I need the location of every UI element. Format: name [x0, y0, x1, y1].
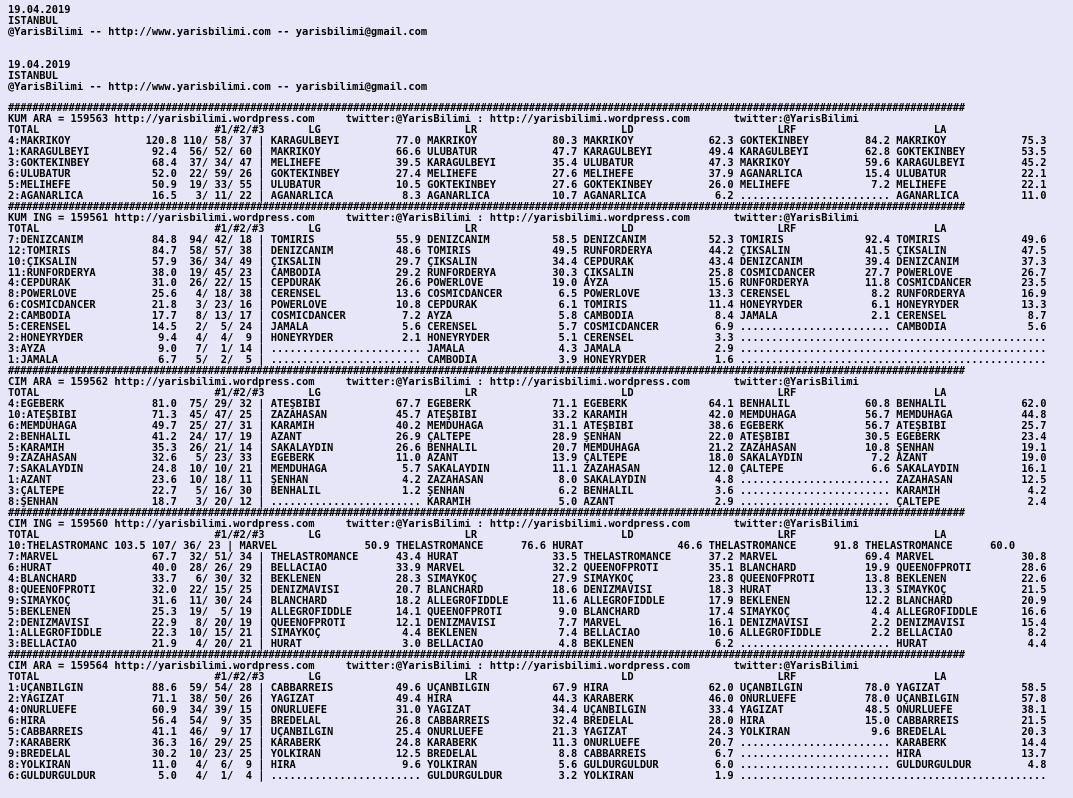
table-row: 7:SAKALAYDIN 24.8 10/ 10/ 21 | MEMDUHAĞA 5.7 SAKALAYDIN 11.1 ZAZAHASAN 12.0 ÇALTEPE 6.6 SAKALAYDIN 16.1	[8, 464, 1047, 476]
table-row: 11:RUNFORDERYA 38.0 19/ 45/ 23 | CAMBODIA 29.2 RUNFORDERYA 30.3 ÇIKSALIN 25.8 COSMICDANCER 27.7 POWERLOVE 26.7	[8, 267, 1047, 279]
table-row: 2:HONEYRYDER 9.4 4/ 4/ 9 | HONEYRYDER 2.1 HONEYRYDER 5.1 CERENSEL 3.3 .................................................	[8, 333, 1047, 345]
table-row: 3:BELLACIAO 21.9 4/ 20/ 21 | HURAT 3.0 BELLACIAO 4.8 BEKLENEN 6.2 ........................ HURAT 4.4	[8, 639, 1047, 651]
separator-line: ##############################################################################################################################################################	[8, 103, 965, 115]
table-row: 7:DENİZCANIM 84.8 94/ 42/ 18 | TOMİRİS 55.9 DENİZCANIM 58.5 DENİZCANIM 52.3 TOMİRİS 92.4 TOMİRİS 49.6	[8, 234, 1047, 246]
separator-line: ##############################################################################################################################################################	[8, 508, 965, 520]
table-row: 6:GÜLDÜRGÜLDÜR 5.0 4/ 1/ 4 | ........................ GÜLDÜRGÜLDÜR 3.2 YOLKIRAN 1.9 .................................................	[8, 770, 1047, 782]
table-row: 8:POWERLOVE 25.6 4/ 18/ 38 | CERENSEL 13.6 COSMICDANCER 6.5 POWERLOVE 13.3 CERENSEL 8.2 RUNFORDERYA 16.9	[8, 289, 1047, 301]
column-header: TOTAL #1/#2/#3 LG LR LD LRF LA	[8, 672, 947, 684]
table-row: 5:BEKLENEN 25.3 19/ 5/ 19 | ALLEGROFIDDLE 14.1 QUEENOFPROTI 9.0 BLANCHARD 17.4 SİMAYKOÇ 4.4 ALLEGROFIDDLE 16.6	[8, 606, 1047, 618]
separator-line: ##############################################################################################################################################################	[8, 365, 965, 377]
table-row: 5:CABBARREİS 41.1 46/ 9/ 17 | UÇANBİLGİN 25.4 ONURLUEFE 21.3 YAĞIZAT 24.3 YOLKIRAN 9.6 BREDELAL 20.3	[8, 726, 1047, 738]
table-row: 5:KARAMIH 35.3 26/ 21/ 14 | SAKALAYDIN 26.6 BENHALİL 20.7 MEMDUHAĞA 21.2 ZAZAHASAN 10.8 ŞENHAN 19.1	[8, 442, 1047, 454]
race-title: KUM ARA = 159563 http://yarisbilimi.wordpress.com twitter:@YarisBilimi : http://yarisbilimi.wordpress.com twitter:@YarisBilimi	[8, 114, 859, 126]
column-header: TOTAL #1/#2/#3 LG LR LD LRF LA	[8, 530, 947, 541]
table-row: 1:UÇANBİLGİN 88.6 59/ 54/ 28 | CABBARREİS 49.6 UÇANBİLGİN 67.9 HIRA 62.0 UÇANBİLGİN 78.0 YAĞIZAT 58.5	[8, 683, 1047, 695]
spacer	[8, 49, 1073, 60]
separator-line: ##############################################################################################################################################################	[8, 201, 965, 213]
table-row: 1:KARAGÜLBEYİ 92.4 56/ 52/ 60 | MAKRIKÖY 66.6 ULUBATUR 47.7 KARAGÜLBEYİ 49.4 KARAGÜLBEYİ 62.8 GÖKTEKİNBEY 53.5	[8, 147, 1047, 159]
table-row: 9:SİMAYKOÇ 31.6 11/ 30/ 24 | BLANCHARD 18.2 ALLEGROFIDDLE 11.6 ALLEGROFIDDLE 17.9 BEKLENEN 12.2 BLANCHARD 20.9	[8, 595, 1047, 607]
report-city: ISTANBUL	[8, 70, 59, 82]
table-row: 9:BREDELAL 30.2 10/ 23/ 25 | YOLKIRAN 12.5 BREDELAL 8.8 CABBARREİS 6.7 ........................ HIRA 13.7	[8, 748, 1047, 760]
table-row: 12:TOMİRİS 84.7 58/ 57/ 38 | DENİZCANIM 48.6 TOMİRİS 49.5 RUNFORDERYA 44.2 ÇIKSALIN 41.5 ÇIKSALIN 47.5	[8, 245, 1047, 257]
race-block	[8, 650, 1073, 781]
table-row: 8:ŞENHAN 18.7 3/ 20/ 12 | ........................ KARAMIH 5.0 AZANT 2.9 ........................ ÇALTEPE 2.4	[8, 497, 1047, 509]
report-date: 19.04.2019	[8, 5, 71, 16]
table-row: 1:AZANT 23.6 10/ 18/ 11 | ŞENHAN 4.2 ZAZAHASAN 8.0 SAKALAYDIN 4.8 ........................ ZAZAHASAN 12.5	[8, 475, 1047, 487]
table-row: 9:ZAZAHASAN 32.6 5/ 23/ 33 | EGEBERK 11.0 AZANT 13.9 ÇALTEPE 18.0 SAKALAYDIN 7.2 AZANT 19.0	[8, 453, 1047, 465]
report-date: 19.04.2019	[8, 59, 71, 71]
table-row: 3:GÖKTEKİNBEY 68.4 37/ 34/ 47 | MELİHEFE 39.5 KARAGÜLBEYİ 35.4 ULUBATUR 47.3 MAKRIKÖY 59.6 KARAGÜLBEYİ 45.2	[8, 158, 1047, 170]
race-title: KUM ING = 159561 http://yarisbilimi.wordpress.com twitter:@YarisBilimi : http://yarisbilimi.wordpress.com twitter:@YarisBilimi	[8, 212, 859, 224]
contact-line: @YarisBilimi -- http://www.yarisbilimi.com -- yarisbilimi@gmail.com	[8, 26, 428, 38]
table-row: 8:QUEENOFPROTI 32.0 22/ 15/ 25 | DENİZMAVİSİ 20.7 BLANCHARD 18.6 DENİZMAVİSİ 18.3 HURAT 13.3 SİMAYKOÇ 21.5	[8, 584, 1047, 596]
table-row: 1:ALLEGROFIDDLE 22.3 10/ 15/ 21 | SİMAYKOÇ 4.4 BEKLENEN 7.4 BELLACIAO 10.6 ALLEGROFIDDLE 2.2 BELLACIAO 8.2	[8, 628, 1047, 640]
column-header: TOTAL #1/#2/#3 LG LR LD LRF LA	[8, 387, 947, 399]
contact-line: @YarisBilimi -- http://www.yarisbilimi.com -- yarisbilimi@gmail.com	[8, 81, 428, 93]
race-block	[8, 202, 1073, 366]
table-row: 6:HURAT 40.0 28/ 26/ 29 | BELLACIAO 33.9 MARVEL 32.2 QUEENOFPROTI 35.1 BLANCHARD 19.9 QUEENOFPROTI 28.6	[8, 562, 1047, 574]
table-row: 7:KARABERK 36.3 16/ 29/ 25 | KARABERK 24.8 KARABERK 11.3 ONURLUEFE 20.7 ........................ KARABERK 14.4	[8, 737, 1047, 749]
table-row: 10:ATEŞBİBİ 71.3 45/ 47/ 25 | ZAZAHASAN 45.7 ATEŞBİBİ 33.2 KARAMIH 42.0 MEMDUHAĞA 56.7 MEMDUHAĞA 44.8	[8, 409, 1047, 421]
spacer	[8, 93, 1073, 104]
table-row: 4:EGEBERK 81.0 75/ 29/ 32 | ATEŞBİBİ 67.7 EGEBERK 71.1 EGEBERK 64.1 BENHALİL 60.8 BENHALİL 62.0	[8, 398, 1047, 410]
race-block	[8, 366, 1073, 508]
table-row: 2:YAĞIZAT 71.1 38/ 50/ 26 | YAĞIZAT 49.4 HIRA 44.3 KARABERK 46.0 ONURLUEFE 78.0 UÇANBİLGİN 57.8	[8, 694, 1047, 705]
race-block	[8, 103, 1073, 201]
table-row: 2:DENİZMAVİSİ 22.9 8/ 20/ 19 | QUEENOFPROTI 12.1 DENİZMAVİSİ 7.7 MARVEL 16.1 DENİZMAVİSİ 2.2 DENİZMAVİSİ 15.4	[8, 617, 1047, 629]
table-row: 6:MEMDUHAĞA 49.7 25/ 27/ 31 | KARAMIH 40.2 MEMDUHAĞA 31.1 ATEŞBİBİ 38.6 EGEBERK 56.7 ATEŞBİBİ 25.7	[8, 420, 1047, 432]
table-row: 5:MELİHEFE 50.9 19/ 33/ 55 | ULUBATUR 10.5 GÖKTEKİNBEY 27.6 GÖKTEKİNBEY 26.0 MELİHEFE 7.2 MELİHEFE 22.1	[8, 180, 1047, 191]
table-row: 3:AYZA 9.0 7/ 1/ 14 | ........................ JAMALA 4.3 JAMALA 2.9 .................................................	[8, 344, 1047, 355]
table-row: 4:ONURLUEFE 60.9 34/ 39/ 15 | ONURLUEFE 31.0 YAĞIZAT 34.4 UÇANBİLGİN 33.4 YAĞIZAT 48.5 ONURLUEFE 38.1	[8, 705, 1047, 716]
race-title: CIM ING = 159560 http://yarisbilimi.wordpress.com twitter:@YarisBilimi : http://yarisbilimi.wordpress.com twitter:@YarisBilimi	[8, 519, 859, 530]
table-row: 5:CERENSEL 14.5 2/ 5/ 24 | JAMALA 5.6 CERENSEL 5.7 COSMICDANCER 6.9 ........................ CAMBODIA 5.6	[8, 322, 1047, 334]
table-row: 8:YOLKIRAN 11.0 4/ 6/ 9 | HIRA 9.6 YOLKIRAN 5.6 GÜLDÜRGÜLDÜR 6.0 ........................ GÜLDÜRGÜLDÜR 4.8	[8, 759, 1047, 771]
table-row: 4:MAKRIKÖY 120.8 110/ 58/ 37 | KARAGÜLBEYİ 77.0 MAKRIKÖY 80.3 MAKRIKÖY 62.3 GÖKTEKİNBEY 84.2 MAKRIKÖY 75.3	[8, 136, 1047, 148]
table-row: 10:THELASTROMANC 103.5 107/ 36/ 23 | MARVEL 50.9 THELASTROMANCE 76.6 HURAT 46.6 THELASTROMANCE 91.8 THELASTROMANCE 60.0	[8, 540, 1016, 552]
header-block-1	[8, 5, 1073, 38]
race-title: CIM ARA = 159562 http://yarisbilimi.wordpress.com twitter:@YarisBilimi : http://yarisbilimi.wordpress.com twitter:@YarisBilimi	[8, 376, 859, 388]
table-row: 1:JAMALA 6.7 5/ 2/ 5 | ........................ CAMBODIA 3.9 HONEYRYDER 1.6 .................................................	[8, 355, 1047, 366]
table-row: 4:CEPDURAK 31.0 26/ 22/ 15 | CEPDURAK 26.6 POWERLOVE 19.0 AYZA 15.6 RUNFORDERYA 11.8 COSMICDANCER 23.5	[8, 278, 1047, 290]
column-header: TOTAL #1/#2/#3 LG LR LD LRF LA	[8, 125, 947, 137]
table-row: 7:MARVEL 67.7 32/ 51/ 34 | THELASTROMANCE 43.4 HURAT 33.5 THELASTROMANCE 37.2 MARVEL 69.4 MARVEL 30.8	[8, 551, 1047, 563]
report-city: ISTANBUL	[8, 15, 59, 27]
table-row: 4:BLANCHARD 33.7 6/ 30/ 32 | BEKLENEN 28.3 SİMAYKOÇ 27.9 SİMAYKOÇ 23.8 QUEENOFPROTI 13.8 BEKLENEN 22.6	[8, 573, 1047, 585]
spacer	[8, 38, 1073, 49]
table-row: 2:CAMBODIA 17.7 8/ 13/ 17 | COSMICDANCER 7.2 AYZA 5.8 CAMBODIA 8.4 JAMALA 2.1 CERENSEL 8.7	[8, 311, 1047, 323]
header-block-2	[8, 60, 1073, 93]
column-header: TOTAL #1/#2/#3 LG LR LD LRF LA	[8, 223, 947, 235]
separator-line: ##############################################################################################################################################################	[8, 650, 965, 662]
table-row: 10:ÇIKSALIN 57.9 36/ 34/ 49 | ÇIKSALIN 29.7 ÇIKSALIN 34.4 CEPDURAK 43.4 DENİZCANIM 39.4 DENİZCANIM 37.3	[8, 256, 1047, 268]
race-block	[8, 508, 1073, 650]
race-tables	[8, 103, 1073, 781]
table-row: 6:COSMICDANCER 21.8 3/ 23/ 16 | POWERLOVE 10.8 CEPDURAK 6.1 TOMİRİS 11.4 HONEYRYDER 6.1 HONEYRYDER 13.3	[8, 300, 1047, 312]
table-row: 6:HIRA 56.4 54/ 9/ 35 | BREDELAL 26.8 CABBARREİS 32.4 BREDELAL 28.0 HIRA 15.0 CABBARREİS 21.5	[8, 715, 1047, 727]
table-row: 2:BENHALİL 41.2 24/ 17/ 19 | AZANT 26.9 ÇALTEPE 28.9 ŞENHAN 22.0 ATEŞBİBİ 30.5 EGEBERK 23.4	[8, 431, 1047, 443]
race-title: CIM ARA = 159564 http://yarisbilimi.wordpress.com twitter:@YarisBilimi : http://yarisbilimi.wordpress.com twitter:@YarisBilimi	[8, 661, 859, 673]
table-row: 6:ULUBATUR 52.0 22/ 59/ 26 | GÖKTEKİNBEY 27.4 MELİHEFE 27.6 MELİHEFE 37.9 AĞANARLICA 15.4 ULUBATUR 22.1	[8, 169, 1047, 180]
table-row: 2:AĞANARLICA 16.5 3/ 11/ 22 | AĞANARLICA 8.3 AĞANARLICA 10.7 AĞANARLICA 6.2 ........................ AĞANARLICA 11.0	[8, 190, 1047, 202]
table-row: 3:ÇALTEPE 22.7 5/ 16/ 30 | BENHALİL 1.2 ŞENHAN 6.2 BENHALİL 3.6 ........................ KARAMIH 4.2	[8, 486, 1047, 498]
